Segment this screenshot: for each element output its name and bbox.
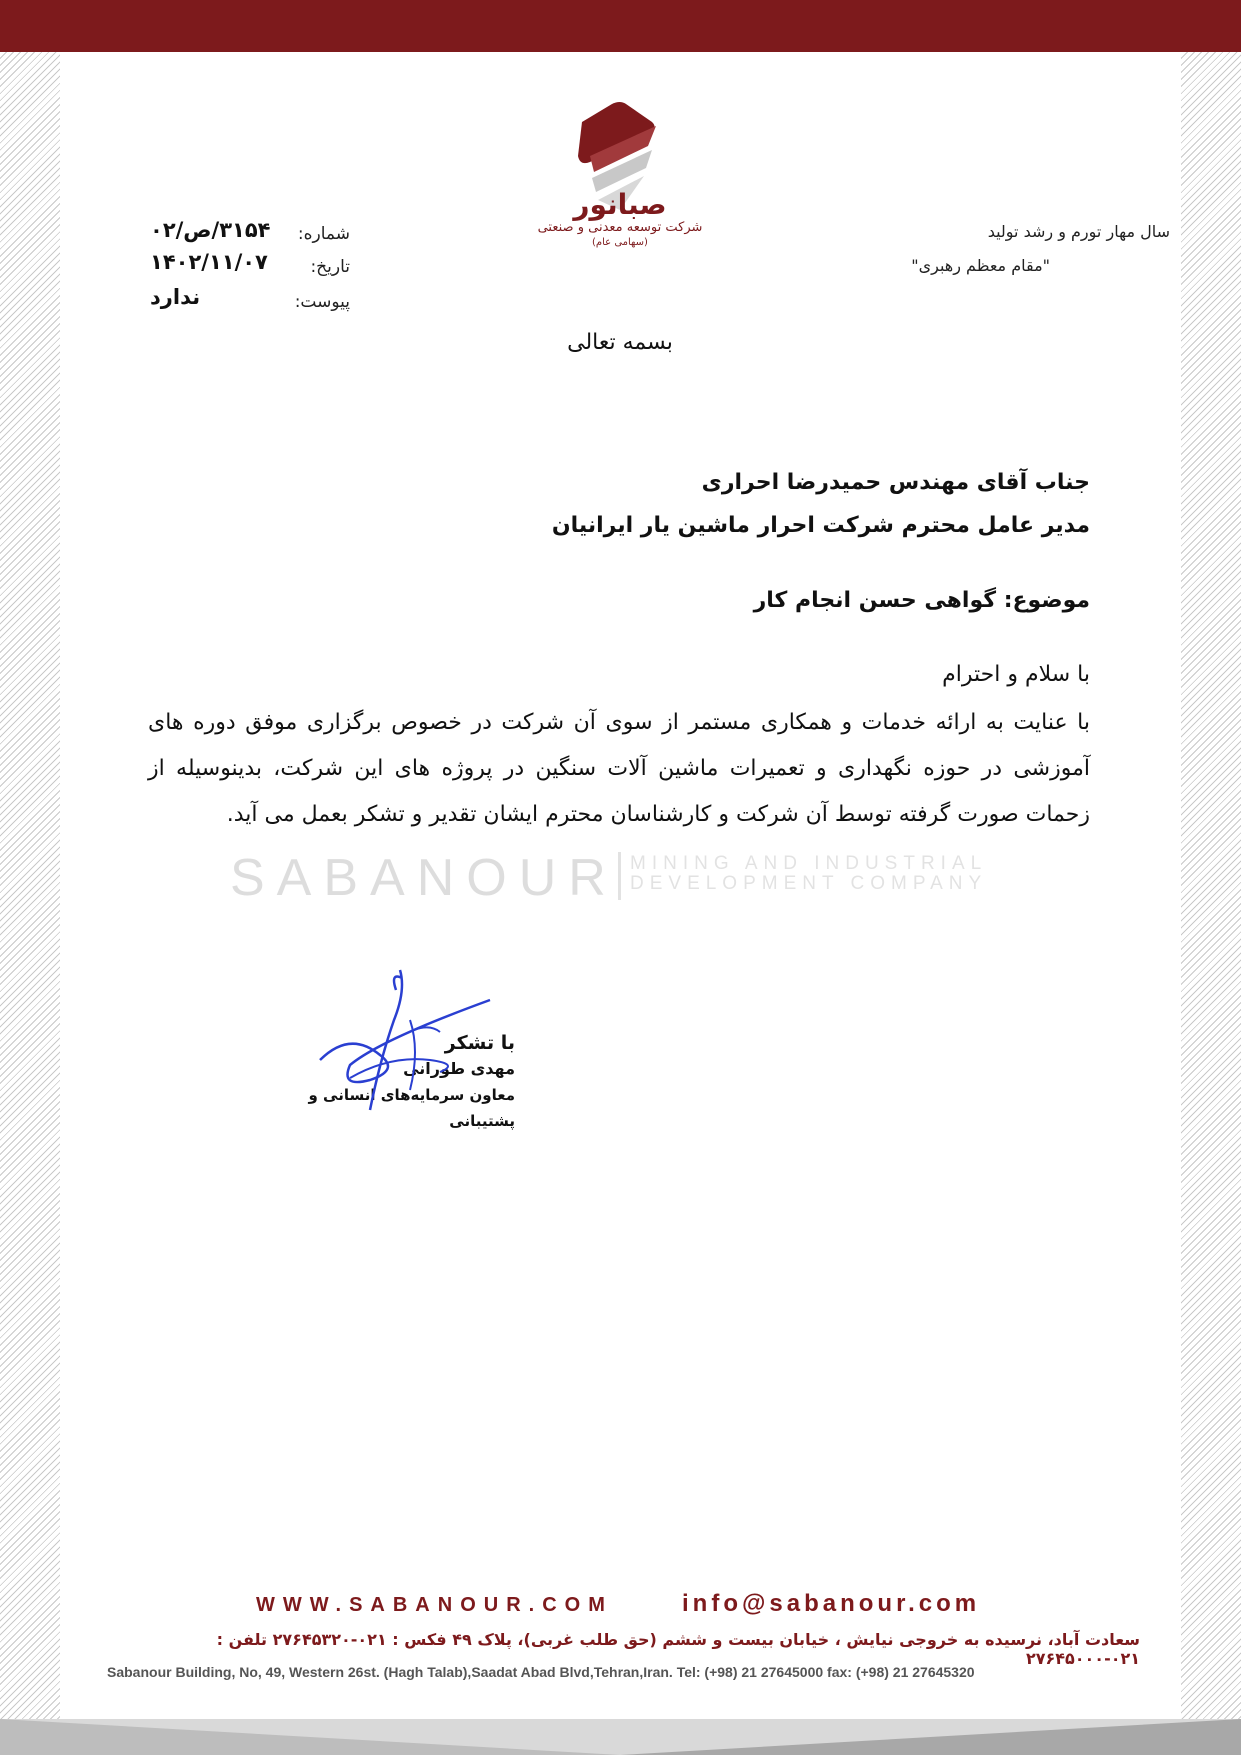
watermark-name: SABANOUR [230, 849, 618, 907]
signatory-title: معاون سرمایه‌های انسانی و پشتیبانی [308, 1086, 515, 1130]
letter-body: با عنایت به ارائه خدمات و همکاری مستمر از سوی آن شرکت در خصوص برگزاری موفق دوره های آموزشی در حوزه نگهداری و تعمیرات ماشین آلات سنگین در پروژه های این شرکت، بدینوسیله از زحمات صورت گرفته توسط آن شرکت و کارشناسان محترم ایشان تقدیر و تشکر بعمل می آید. [148, 710, 1090, 827]
slogan-line-1: سال مهار تورم و رشد تولید [987, 222, 1170, 241]
number-label: شماره: [297, 224, 350, 244]
watermark-line-2: DEVELOPMENT COMPANY [630, 873, 988, 894]
number-value: ۳۱۵۴/ص/۰۲ [150, 218, 271, 242]
company-subtitle: شرکت توسعه معدنی و صنعتی [537, 220, 703, 235]
signatory-name: مهدی طورانی [403, 1059, 515, 1078]
watermark-line-1: MINING AND INDUSTRIAL [630, 853, 988, 874]
footer-decoration [0, 1719, 1241, 1755]
attachment-label: پیوست: [294, 292, 350, 312]
greeting: با سلام و احترام [942, 662, 1090, 687]
company-name: صبانور [573, 188, 667, 221]
footer-email: info@sabanour.com [682, 1590, 981, 1617]
watermark-divider [618, 852, 621, 900]
date-label: تاریخ: [310, 257, 350, 277]
company-type: (سهامی عام) [592, 237, 648, 248]
recipient-title: مدیر عامل محترم شرکت احرار ماشین یار ایرانیان [551, 513, 1090, 538]
handwritten-signature [310, 960, 510, 1130]
header-bar [0, 0, 1241, 52]
attachment-value: ندارد [150, 285, 201, 309]
footer-address-fa: سعادت آباد، نرسیده به خروجی نیایش ، خیابان بیست و ششم (حق طلب غربی)، پلاک ۴۹ فکس : ۰۲۱-۲۷۶۴۵۳۲۰ تلفن : ۰۲۱-۲۷۶۴۵۰۰۰ [216, 1630, 1140, 1668]
footer-website: WWW.SABANOUR.COM [256, 1594, 613, 1616]
watermark [230, 848, 1010, 908]
right-border-pattern [1181, 52, 1241, 1755]
basmala: بسمه تعالی [567, 330, 673, 355]
watermark-tagline [630, 854, 987, 894]
left-border-pattern [0, 52, 60, 1755]
subject-line: موضوع: گواهی حسن انجام کار [753, 588, 1090, 613]
closing-line: با تشکر [444, 1032, 515, 1054]
slogan-line-2: "مقام معظم رهبری" [911, 256, 1050, 275]
company-logo-text [520, 190, 720, 250]
footer-address-en: Sabanour Building, No, 49, Western 26st. (Hagh Talab),Saadat Abad Blvd,Tehran,Iran. Tel: (+98) 21 27645000 fax: (+98) 21 27645320 [107, 1664, 975, 1680]
recipient-name: جناب آقای مهندس حمیدرضا احراری [701, 470, 1090, 495]
date-value: ۱۴۰۲/۱۱/۰۷ [150, 250, 268, 274]
